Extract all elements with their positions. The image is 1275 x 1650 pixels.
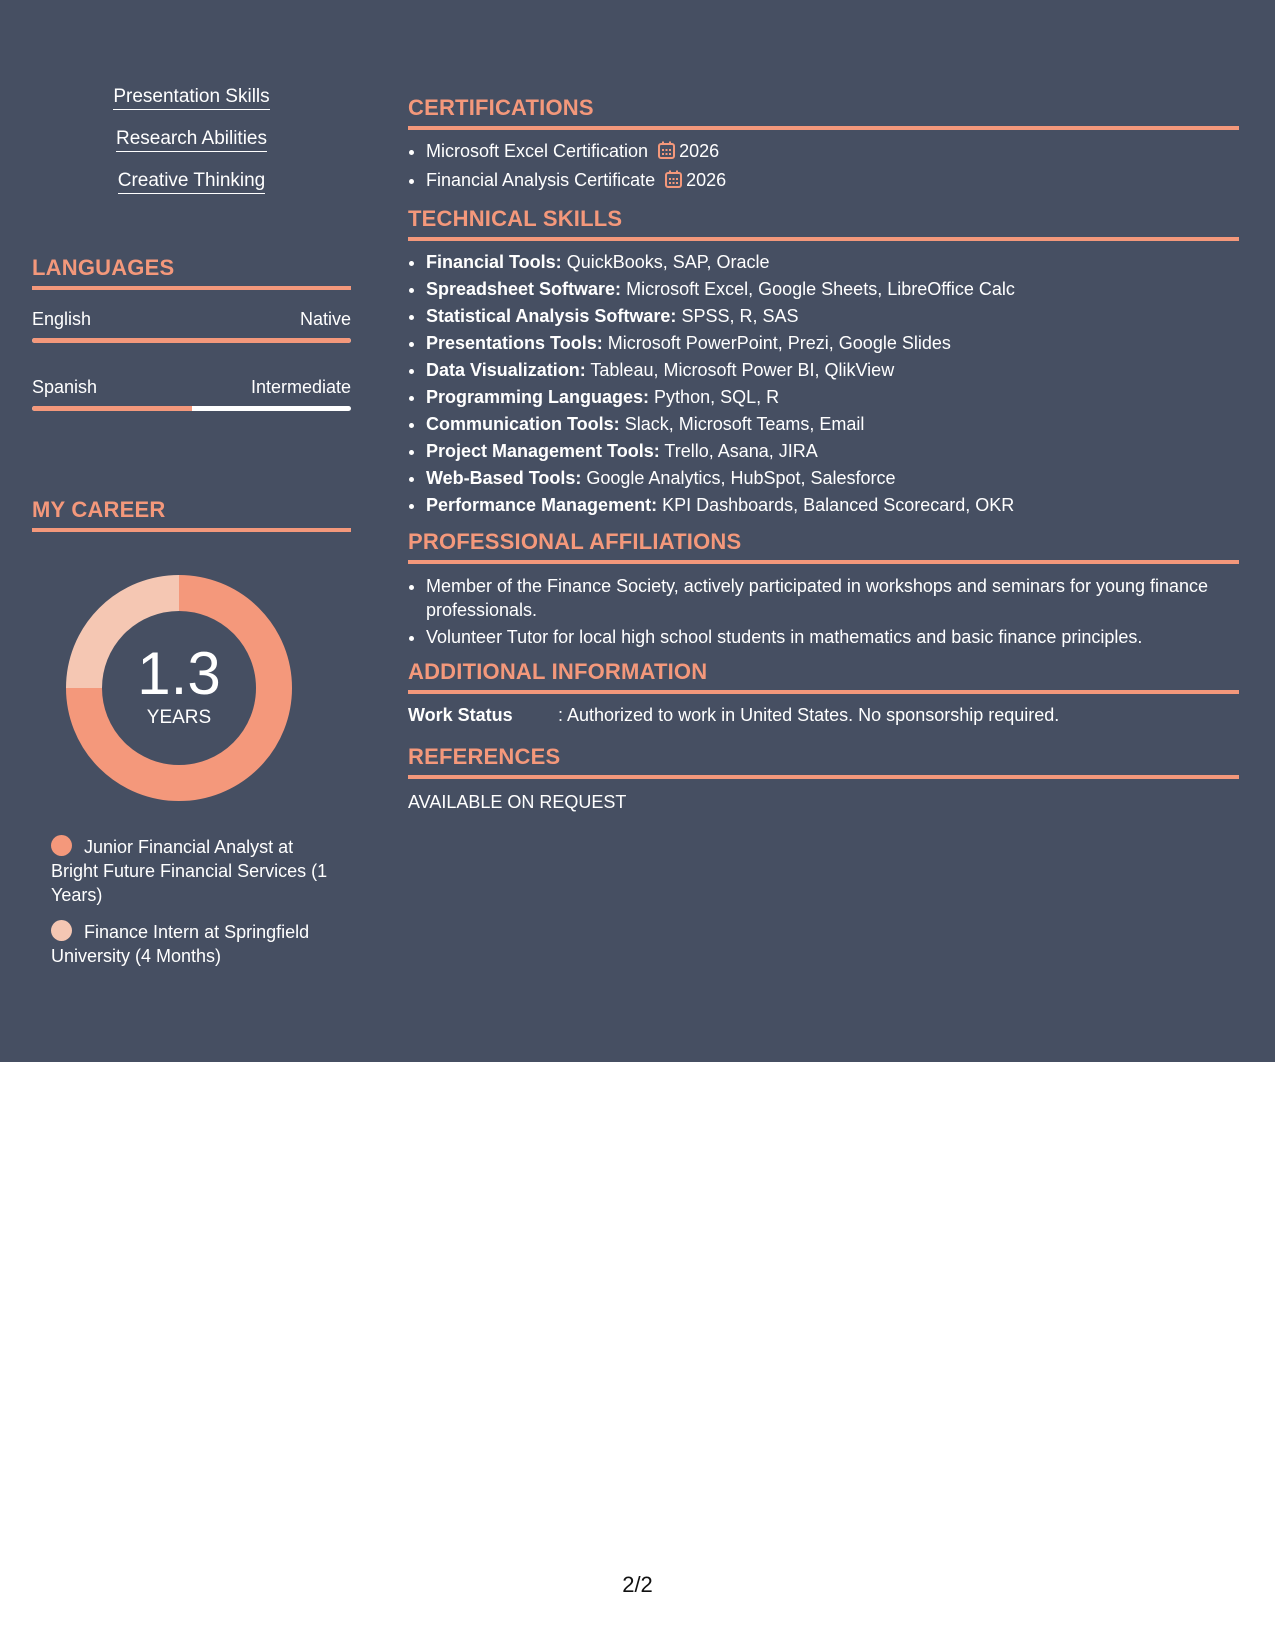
soft-skills-list — [32, 86, 351, 212]
career-title: MY CAREER — [32, 497, 351, 532]
language-name: English — [32, 309, 92, 329]
skill-value: KPI Dashboards, Balanced Scorecard, OKR — [662, 495, 1015, 515]
skill-link[interactable]: Creative Thinking — [118, 170, 266, 194]
language-row — [32, 376, 351, 406]
list-item — [426, 249, 1239, 276]
skill-value: Microsoft PowerPoint, Prezi, Google Slides — [607, 333, 951, 353]
language-proficiency-fill — [32, 406, 192, 411]
skill-link[interactable]: Research Abilities — [116, 128, 267, 152]
skill-label: Data Visualization: — [426, 360, 586, 380]
list-item — [426, 492, 1239, 519]
skill-label: Statistical Analysis Software: — [426, 306, 677, 326]
career-legend-text: Finance Intern at Springfield University (4 Months) — [51, 922, 310, 966]
career-total-unit: YEARS — [146, 707, 212, 728]
skill-value: Python, SQL, R — [654, 387, 780, 407]
career-section — [32, 497, 351, 966]
languages-title: LANGUAGES — [32, 255, 351, 290]
skill-label: Spreadsheet Software: — [426, 279, 622, 299]
list-item — [426, 330, 1239, 357]
skill-value: Trello, Asana, JIRA — [664, 441, 818, 461]
list-item — [426, 138, 1239, 167]
work-status-value: : Authorized to work in United States. No sponsorship required. — [558, 705, 1060, 725]
work-status-label: Work Status — [408, 705, 513, 725]
skill-label: Presentations Tools: — [426, 333, 603, 353]
skill-label: Communication Tools: — [426, 414, 620, 434]
technical-skills-list — [408, 249, 1239, 519]
career-legend-item — [51, 920, 341, 968]
skill-value: Microsoft Excel, Google Sheets, LibreOffice Calc — [626, 279, 1015, 299]
certification-name: Microsoft Excel Certification — [426, 141, 649, 161]
certifications-title: CERTIFICATIONS — [408, 95, 1239, 130]
skill-value: QuickBooks, SAP, Oracle — [566, 252, 770, 272]
career-donut-chart — [66, 575, 292, 801]
calendar-icon — [658, 140, 675, 167]
legend-dot-icon — [51, 920, 72, 941]
list-item — [426, 465, 1239, 492]
certification-year: 2026 — [679, 141, 720, 161]
skill-value: Slack, Microsoft Teams, Email — [624, 414, 865, 434]
list-item — [426, 167, 1239, 196]
list-item — [426, 438, 1239, 465]
references-text: AVAILABLE ON REQUEST — [408, 792, 627, 812]
certification-year: 2026 — [686, 170, 727, 190]
affiliations-title: PROFESSIONAL AFFILIATIONS — [408, 529, 1239, 564]
list-item — [426, 303, 1239, 330]
list-item — [426, 411, 1239, 438]
skill-label: Programming Languages: — [426, 387, 650, 407]
certification-name: Financial Analysis Certificate — [426, 170, 656, 190]
language-proficiency-bar — [32, 406, 351, 411]
language-row — [32, 308, 351, 338]
references-section — [408, 744, 1239, 813]
skill-label: Web-Based Tools: — [426, 468, 582, 488]
language-level: Intermediate — [250, 377, 351, 397]
list-item — [426, 276, 1239, 303]
additional-info-section — [408, 659, 1239, 726]
calendar-icon — [665, 169, 682, 196]
affiliations-section — [408, 529, 1239, 649]
main-content — [408, 0, 1239, 823]
skill-label: Financial Tools: — [426, 252, 562, 272]
language-level: Native — [299, 309, 351, 329]
certifications-section — [408, 95, 1239, 196]
career-total-value: 1.3 — [137, 640, 221, 707]
languages-section — [32, 255, 351, 411]
certifications-list — [408, 138, 1239, 196]
skill-value: SPSS, R, SAS — [681, 306, 799, 326]
career-legend — [51, 835, 341, 981]
technical-skills-section — [408, 206, 1239, 519]
language-proficiency-bar — [32, 338, 351, 343]
career-legend-text: Junior Financial Analyst at Bright Future Financial Services (1 Years) — [51, 837, 328, 905]
affiliations-list — [408, 574, 1239, 649]
skill-label: Performance Management: — [426, 495, 658, 515]
list-item — [426, 384, 1239, 411]
page-number: 2/2 — [622, 1572, 653, 1597]
work-status-row — [408, 704, 1239, 726]
list-item: • Volunteer Tutor for local high school students in mathematics and basic finance principles. — [426, 625, 1239, 649]
skill-value: Tableau, Microsoft Power BI, QlikView — [590, 360, 895, 380]
legend-dot-icon — [51, 835, 72, 856]
list-item — [426, 357, 1239, 384]
language-name: Spanish — [32, 377, 98, 397]
references-title: REFERENCES — [408, 744, 1239, 779]
language-proficiency-fill — [32, 338, 351, 343]
skill-link[interactable]: Presentation Skills — [113, 86, 269, 110]
career-legend-item — [51, 835, 341, 907]
list-item: • Member of the Finance Society, actively participated in workshops and seminars for young finance professionals. — [426, 574, 1239, 622]
skill-value: Google Analytics, HubSpot, Salesforce — [586, 468, 896, 488]
technical-skills-title: TECHNICAL SKILLS — [408, 206, 1239, 241]
additional-info-title: ADDITIONAL INFORMATION — [408, 659, 1239, 694]
skill-label: Project Management Tools: — [426, 441, 660, 461]
